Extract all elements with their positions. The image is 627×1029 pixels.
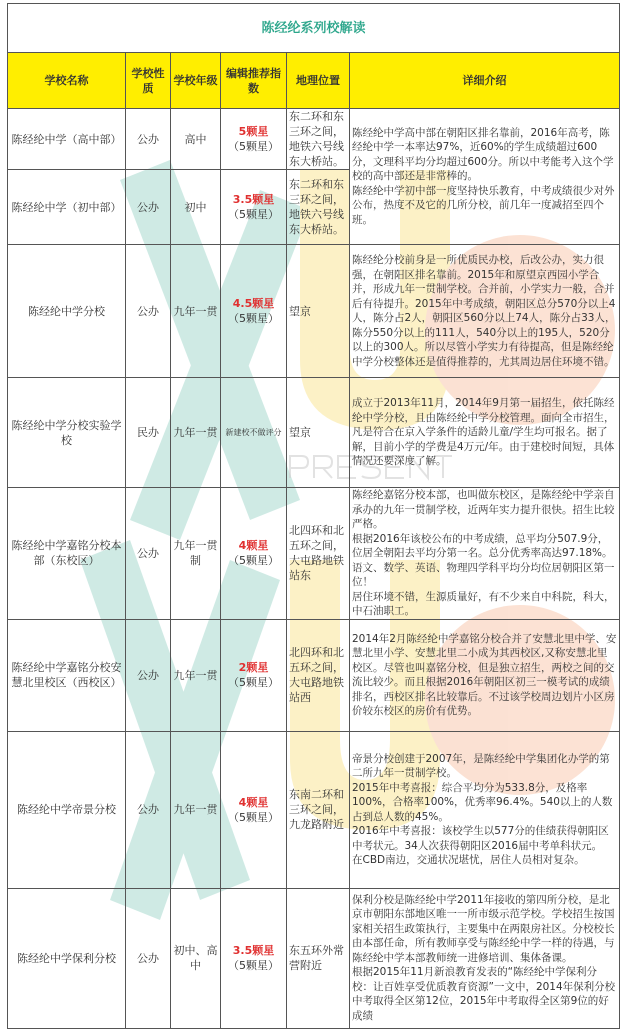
rating-stars: 4.5颗星 [232, 297, 275, 310]
school-grade: 九年一贯 [171, 619, 221, 731]
rating [221, 488, 287, 620]
school-detail [350, 731, 620, 888]
table-row [8, 245, 620, 378]
detail-paragraph: 帝景分校创建于2007年，是陈经纶中学集团化办学的第二所九年一贯制学校。 [352, 752, 610, 779]
school-name: 陈经纶中学帝景分校 [8, 731, 126, 888]
rating [221, 109, 287, 170]
detail-paragraph: 保利分校是陈经纶中学2011年接收的第四所分校，是北京市朝阳东部地区唯一一所市级示范学校。学校招生按国家相关招生政策执行，主要集中在两限房社区。分校校长由本部任命，所有教师享受与陈经纶中学一样的待遇，与陈经纶中学本部教师统一进修培训、集体备课。 [352, 893, 615, 964]
school-name: 陈经纶中学保利分校 [8, 888, 126, 1028]
rating-stars: 3.5颗星 [232, 944, 275, 957]
rating [221, 170, 287, 245]
rating-stars: 新建校不做评分 [225, 428, 282, 437]
school-location: 北四环和北五环之间，大屯路地铁站西 [287, 619, 350, 731]
school-grade: 九年一贯 [171, 731, 221, 888]
detail-paragraph: 陈经纶中学高中部在朝阳区排名靠前，2016年高考，陈经纶中学一本率达97%，近60%的学生成绩超过600分，文理科平均分均超过600分。所以中考能考入这个学校的高中部还是非常棒的。 [352, 126, 614, 183]
school-nature: 公办 [126, 109, 171, 170]
school-name: 陈经纶中学（初中部） [8, 170, 126, 245]
header-nature: 学校性质 [126, 53, 171, 109]
header-detail: 详细介绍 [350, 53, 620, 109]
school-grade: 九年一贯 [171, 378, 221, 488]
rating [221, 378, 287, 488]
school-grade: 高中 [171, 109, 221, 170]
detail-paragraph: 陈经纶分校前身是一所优质民办校，后改公办，实力很强，在朝阳区排名靠前。2015年和原望京西园小学合并，形成九年一贯制学校。合并前，小学实力一般，合并后有待提升。2015年中考成绩，朝阳区总分570分以上4人，陈分占2人，朝阳区560分以上74人，陈分占33人，陈分550分以上的111人，540分以上的195人，520分以上的300人。所以尽管小学实力有待提高，但是陈经纶中学分校整体还是值得推荐的，尤其周边居住环境不错。 [352, 254, 616, 368]
rating-max: （5颗星） [228, 312, 279, 325]
detail-paragraph: 根据2015年11月新浪教育发表的“陈经纶中学保利分校：让百姓享受优质教育资源”一文中，2014年保利分校中考取得全区第12位，2015年中考取得全区第9位的好成绩 [352, 966, 616, 1022]
rating-max: （5颗星） [228, 140, 279, 153]
school-name: 陈经纶中学嘉铭分校安慧北里校区（西校区） [8, 619, 126, 731]
rating-max: （5颗星） [228, 208, 279, 221]
table-title: 陈经纶系列校解读 [8, 4, 620, 53]
rating-stars: 5颗星 [238, 125, 269, 138]
detail-paragraph: 2014年2月陈经纶中学嘉铭分校合并了安慧北里中学、安慧北里小学、安慧北里二小成为其西校区,又称安慧北里校区。尽管也叫嘉铭分校，但是独立招生，两校之间的交流比较少。而且根据2016年朝阳区初三一模考试的成绩排名，西校区排名比较靠后。不过该学校周边划片小区房价较东校区的房价有优势。 [352, 632, 617, 717]
detail-paragraph: 居住环境不错，生源质量好，有不少来自中科院，科大，中石油职工。 [352, 590, 615, 617]
rating-stars: 4颗星 [238, 539, 269, 553]
rating-max: （5颗星） [228, 676, 279, 689]
school-nature: 公办 [126, 488, 171, 620]
rating-stars: 3.5颗星 [232, 193, 275, 206]
rating [221, 619, 287, 731]
detail-paragraph: 在CBD南边，交通状况堪忧，居住人员相对复杂。 [352, 854, 585, 866]
school-nature: 公办 [126, 888, 171, 1028]
table-row [8, 888, 620, 1028]
table-row [8, 378, 620, 488]
school-location: 东五环外常营附近 [287, 888, 350, 1028]
school-name: 陈经纶中学嘉铭分校本部（东校区） [8, 488, 126, 620]
school-detail [350, 488, 620, 620]
detail-paragraph: 陈经纶嘉铭分校本部，也叫做东校区，是陈经纶中学亲自承办的九年一贯制学校，近两年实力提升很快。招生比较严格。 [352, 489, 615, 530]
school-grade: 初中、高中 [171, 888, 221, 1028]
header-location: 地理位置 [287, 53, 350, 109]
rating [221, 245, 287, 378]
school-table [7, 3, 620, 1029]
header-name: 学校名称 [8, 53, 126, 109]
header-grade: 学校年级 [171, 53, 221, 109]
rating-max: （5颗星） [228, 554, 279, 568]
table-row [8, 619, 620, 731]
school-grade: 九年一贯制 [171, 488, 221, 620]
header-rating: 编辑推荐指数 [221, 53, 287, 109]
school-location: 北四环和北五环之间，大屯路地铁站东 [287, 488, 350, 620]
school-location: 望京 [287, 245, 350, 378]
detail-paragraph: 成立于2013年11月，2014年9月第一届招生，依托陈经纶中学分校，且由陈经纶中学分校管理。面向全市招生，凡是符合在京入学条件的适龄儿童/学生均可报名。据了解，目前小学的学费是4万元/年。由于建校时间短，具体情况还要深度了解。 [352, 397, 615, 468]
school-detail [350, 245, 620, 378]
table-row [8, 731, 620, 888]
school-nature: 公办 [126, 245, 171, 378]
rating-stars: 2颗星 [238, 661, 269, 674]
school-nature: 公办 [126, 170, 171, 245]
school-detail [350, 888, 620, 1028]
detail-paragraph: 2016年中考喜报：该校学生以577分的佳绩获得朝阳区中考状元。34人次获得朝阳区2016届中考单科状元。 [352, 825, 609, 852]
school-location: 望京 [287, 378, 350, 488]
school-name: 陈经纶中学分校实验学校 [8, 378, 126, 488]
detail-paragraph: 陈经纶中学初中部一度坚持快乐教育，中考成绩很少对外公布，热度不及它的几所分校，前几年一度减招至四个班。 [352, 184, 615, 226]
table-row [8, 488, 620, 620]
school-detail [350, 378, 620, 488]
school-grade: 初中 [171, 170, 221, 245]
school-location: 东二环和东三环之间，地铁六号线东大桥站。 [287, 170, 350, 245]
detail-paragraph: 根据2016年该校公布的中考成绩，总平均分507.9分，位居全朝阳去平均分第一名。总分优秀率高达97.18%。语文、数学、英语、物理四学科平均分均位居朝阳区第一位！ [352, 532, 615, 588]
school-nature: 公办 [126, 731, 171, 888]
school-detail [350, 619, 620, 731]
rating-max: （5颗星） [228, 959, 279, 972]
school-location: 东二环和东三环之间，地铁六号线东大桥站。 [287, 109, 350, 170]
rating-max: （5颗星） [228, 810, 279, 824]
detail-paragraph: 2015年中考喜报：综合平均分为533.8分，及格率100%，合格率100%，优秀率96.4%。540以上的人数占到总人数的45%。 [352, 781, 613, 823]
school-detail [350, 109, 620, 245]
table-row [8, 109, 620, 170]
school-name: 陈经纶中学分校 [8, 245, 126, 378]
rating-stars: 4颗星 [238, 795, 269, 809]
rating [221, 731, 287, 888]
school-name: 陈经纶中学（高中部） [8, 109, 126, 170]
school-nature: 民办 [126, 378, 171, 488]
school-nature: 公办 [126, 619, 171, 731]
school-grade: 九年一贯 [171, 245, 221, 378]
rating [221, 888, 287, 1028]
school-location: 东南二环和三环之间，九龙路附近 [287, 731, 350, 888]
